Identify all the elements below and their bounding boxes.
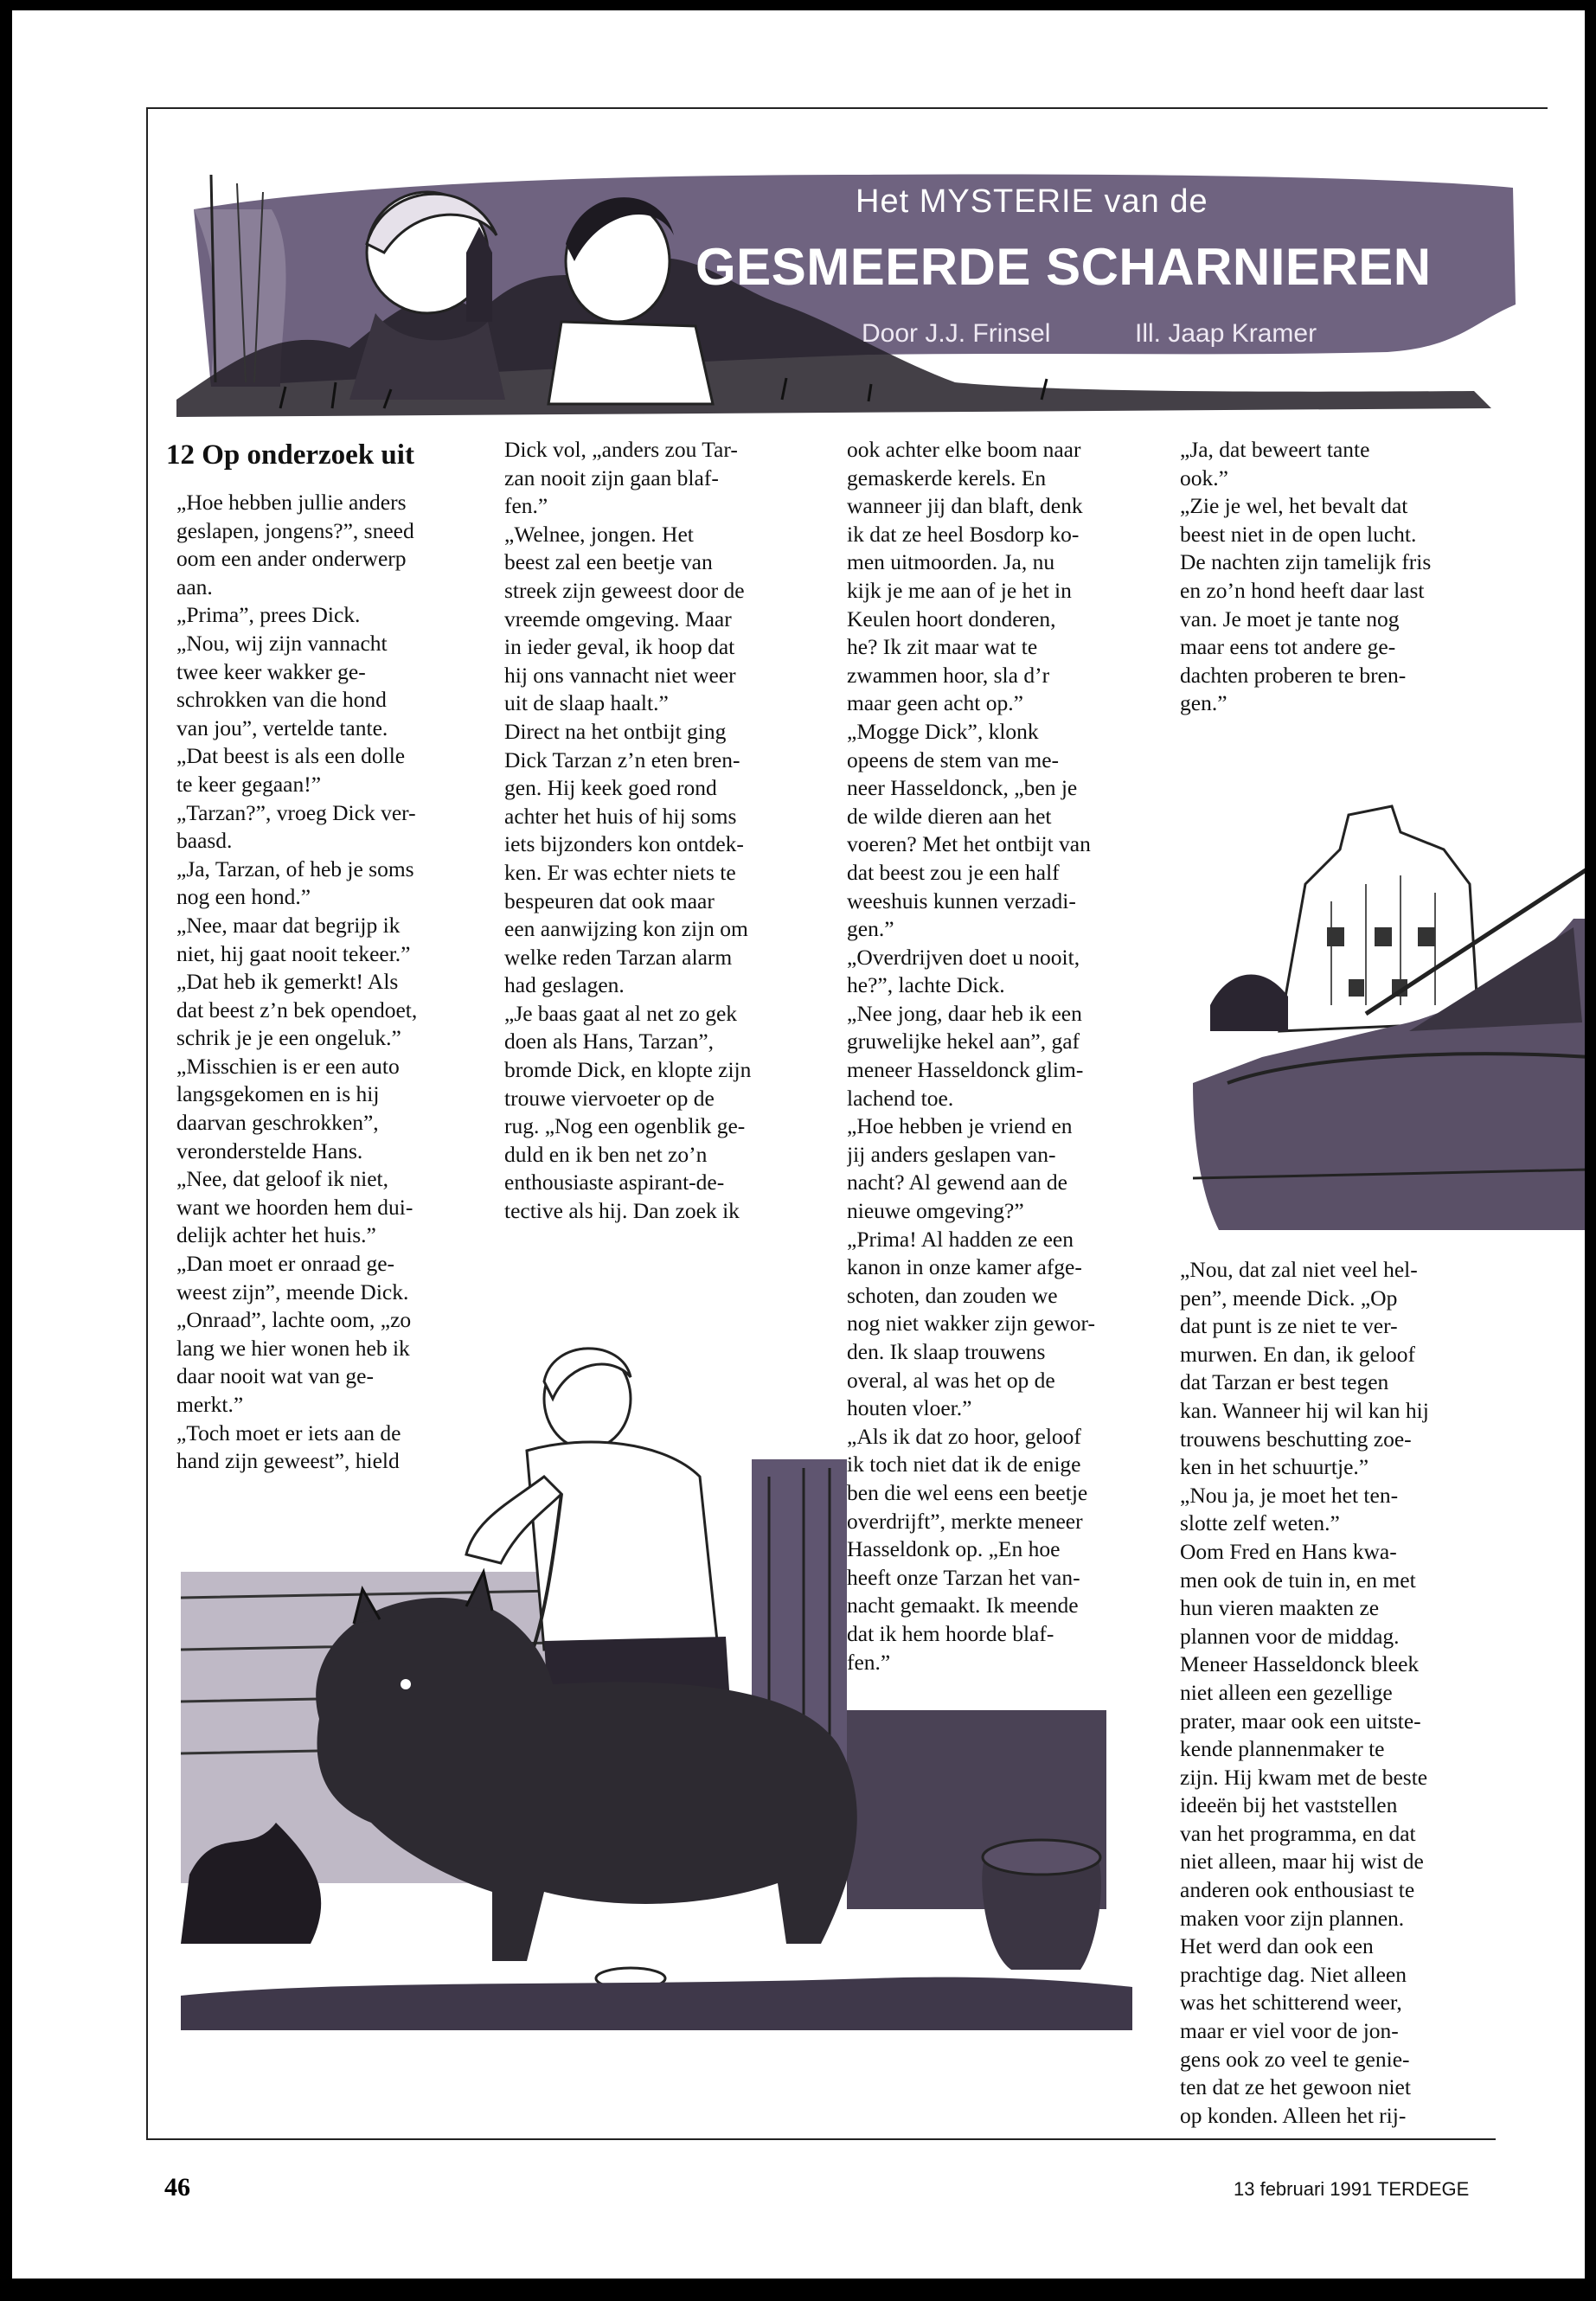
- column-line: „Ja, Tarzan, of heb je soms: [176, 856, 414, 881]
- column-line: „Nee, maar dat begrijp ik: [176, 912, 401, 938]
- page-number: 46: [164, 2173, 190, 2202]
- column-line: „Nee, dat geloof ik niet,: [176, 1166, 388, 1192]
- column-line: trouwens beschutting zoe-: [1180, 1426, 1412, 1452]
- column-line: slotte zelf weten.”: [1180, 1510, 1340, 1536]
- column-line: kende plannenmaker te: [1180, 1736, 1385, 1762]
- column-line: hun vieren maakten ze: [1180, 1595, 1380, 1621]
- column-line: aan.: [176, 574, 213, 599]
- text-column-4-bottom: [1180, 1256, 1496, 2130]
- column-line: oom een ander onderwerp: [176, 546, 407, 572]
- column-line: plannen voor de middag.: [1180, 1623, 1400, 1649]
- column-line: „Nou, dat zal niet veel hel-: [1180, 1257, 1418, 1282]
- column-line: daar nooit wat van ge-: [176, 1363, 374, 1389]
- column-line: nog een hond.”: [176, 884, 311, 910]
- column-line: gruwelijke hekel aan”, gaf: [847, 1029, 1080, 1054]
- column-line: daarvan geschrokken”,: [176, 1110, 379, 1136]
- column-line: dat beest z’n bek opendoet,: [176, 997, 418, 1022]
- column-line: „Prima”, prees Dick.: [176, 602, 361, 628]
- column-line: van. Je moet je tante nog: [1180, 606, 1400, 631]
- title-line-2: GESMEERDE SCHARNIEREN: [695, 238, 1432, 296]
- column-line: ik dat ze heel Bosdorp ko-: [847, 521, 1080, 547]
- column-line: Dick vol, „anders zou Tar-: [504, 437, 738, 462]
- column-line: op konden. Alleen het rij-: [1180, 2102, 1407, 2128]
- column-line: maken voor zijn plannen.: [1180, 1905, 1405, 1931]
- column-line: maar geen acht op.”: [847, 690, 1023, 716]
- column-line: murwen. En dan, ik geloof: [1180, 1341, 1415, 1367]
- column-line: lang we hier wonen heb ik: [176, 1335, 410, 1361]
- column-line: ook.”: [1180, 465, 1228, 490]
- column-line: weest zijn”, meende Dick.: [176, 1279, 409, 1304]
- column-line: streek zijn geweest door de: [504, 577, 745, 603]
- column-line: fen.”: [504, 493, 548, 519]
- column-line: Meneer Hasseldonck bleek: [1180, 1651, 1420, 1677]
- column-line: doen als Hans, Tarzan”,: [504, 1029, 715, 1054]
- column-line: zan nooit zijn gaan blaf-: [504, 465, 719, 490]
- column-line: gen.”: [1180, 690, 1227, 716]
- column-line: „Als ik dat zo hoor, geloof: [847, 1423, 1081, 1449]
- column-line: „Nou ja, je moet het ten-: [1180, 1482, 1399, 1508]
- column-line: ben die wel eens een beetje: [847, 1479, 1088, 1505]
- column-line: rug. „Nog een ogenblik ge-: [504, 1113, 746, 1139]
- column-line: ideeën bij het vaststellen: [1180, 1792, 1398, 1818]
- column-line: niet alleen, maar hij wist de: [1180, 1849, 1424, 1875]
- magazine-page: [12, 10, 1585, 2279]
- column-line: dat punt is ze niet te ver-: [1180, 1313, 1398, 1339]
- column-line: zwammen hoor, sla d’r: [847, 662, 1050, 688]
- column-line: nog niet wakker zijn gewor-: [847, 1311, 1095, 1336]
- column-line: lachend toe.: [847, 1085, 954, 1111]
- column-line: gen.”: [847, 916, 894, 942]
- column-line: kanon in onze kamer afge-: [847, 1254, 1082, 1280]
- column-line: pen”, meende Dick. „Op: [1180, 1285, 1398, 1311]
- column-line: hij ons vannacht niet weer: [504, 662, 736, 688]
- column-line: nacht? Al gewend aan de: [847, 1170, 1067, 1195]
- column-line: gens ook zo veel te genie-: [1180, 2046, 1410, 2072]
- column-line: merkt.”: [176, 1392, 244, 1417]
- column-line: enthousiaste aspirant-de-: [504, 1170, 725, 1195]
- column-line: en zo’n hond heeft daar last: [1180, 577, 1425, 603]
- column-line: schrokken van die hond: [176, 687, 387, 713]
- column-line: baasd.: [176, 828, 233, 854]
- car-and-buildings-illustration: [1193, 798, 1585, 1247]
- column-line: prachtige dag. Niet alleen: [1180, 1961, 1407, 1987]
- column-line: te keer gegaan!”: [176, 771, 322, 797]
- column-line: „Prima! Al hadden ze een: [847, 1226, 1074, 1252]
- column-line: iets bijzonders kon ontdek-: [504, 831, 744, 857]
- frame-line-bottom: [146, 2138, 1496, 2140]
- column-line: fen.”: [847, 1649, 891, 1675]
- column-line: ik toch niet dat ik de enige: [847, 1452, 1081, 1477]
- column-line: „Ja, dat beweert tante: [1180, 437, 1370, 462]
- column-line: welke reden Tarzan alarm: [504, 944, 733, 970]
- column-line: gemaskerde kerels. En: [847, 465, 1047, 490]
- column-line: zijn. Hij kwam met de beste: [1180, 1764, 1428, 1790]
- column-line: van jou”, vertelde tante.: [176, 715, 388, 740]
- column-line: achter het huis of hij soms: [504, 803, 737, 829]
- column-line: trouwe viervoeter op de: [504, 1085, 715, 1111]
- column-line: „Hoe hebben je vriend en: [847, 1113, 1073, 1139]
- column-line: in ieder geval, ik hoop dat: [504, 634, 735, 660]
- column-line: dat ik hem hoorde blaf-: [847, 1620, 1054, 1646]
- column-line: anderen ook enthousiast te: [1180, 1877, 1415, 1903]
- column-line: Hasseldonk op. „En hoe: [847, 1536, 1061, 1562]
- column-line: tective als hij. Dan zoek ik: [504, 1198, 740, 1224]
- column-line: neer Hasseldonck, „ben je: [847, 775, 1078, 801]
- column-line: ten dat ze het gewoon niet: [1180, 2074, 1411, 2100]
- column-line: „Overdrijven doet u nooit,: [847, 944, 1080, 970]
- column-line: men ook de tuin in, en met: [1180, 1567, 1416, 1593]
- issue-date: 13 februari 1991 TERDEGE: [1234, 2178, 1470, 2200]
- column-line: beest niet in de open lucht.: [1180, 521, 1417, 547]
- column-line: niet alleen een gezellige: [1180, 1679, 1393, 1705]
- column-line: veronderstelde Hans.: [176, 1138, 363, 1163]
- column-line: nacht gemaakt. Ik meende: [847, 1593, 1079, 1618]
- column-line: dat Tarzan er best tegen: [1180, 1369, 1389, 1395]
- column-line: vreemde omgeving. Maar: [504, 606, 732, 631]
- column-line: overal, al was het op de: [847, 1367, 1055, 1393]
- column-line: „Nee jong, daar heb ik een: [847, 1000, 1082, 1026]
- column-line: heeft onze Tarzan het van-: [847, 1564, 1080, 1590]
- column-line: uit de slaap haalt.”: [504, 690, 669, 716]
- frame-line-top: [146, 107, 1548, 109]
- column-line: maar eens tot andere ge-: [1180, 634, 1396, 660]
- column-line: bespeuren dat ook maar: [504, 888, 715, 913]
- illustrator-credit: Ill. Jaap Kramer: [1135, 319, 1317, 348]
- column-line: „Dan moet er onraad ge-: [176, 1251, 395, 1277]
- column-line: overdrijft”, merkte meneer: [847, 1508, 1083, 1534]
- column-line: opeens de stem van me-: [847, 747, 1060, 772]
- column-line: Oom Fred en Hans kwa-: [1180, 1538, 1397, 1564]
- column-line: ken. Er was echter niets te: [504, 859, 736, 885]
- frame-line-left: [146, 107, 148, 2140]
- column-line: „Onraad”, lachte oom, „zo: [176, 1307, 412, 1333]
- text-column-1: [176, 489, 492, 1476]
- column-line: „Dat heb ik gemerkt! Als: [176, 969, 399, 995]
- column-line: „Misschien is er een auto: [176, 1053, 400, 1079]
- column-line: „Hoe hebben jullie anders: [176, 490, 407, 515]
- column-line: dachten proberen te bren-: [1180, 662, 1407, 688]
- column-line: bromde Dick, en klopte zijn: [504, 1057, 752, 1083]
- column-line: een aanwijzing kon zijn om: [504, 916, 748, 942]
- column-line: den. Ik slaap trouwens: [847, 1339, 1046, 1364]
- column-line: beest zal een beetje van: [504, 549, 713, 575]
- column-line: Dick Tarzan z’n eten bren-: [504, 747, 740, 772]
- column-line: niet, hij gaat nooit tekeer.”: [176, 940, 411, 966]
- column-line: „Dat beest is als een dolle: [176, 743, 406, 769]
- column-line: had geslagen.: [504, 972, 625, 998]
- column-line: gen. Hij keek goed rond: [504, 775, 717, 801]
- column-line: nieuwe omgeving?”: [847, 1198, 1024, 1224]
- column-line: geslapen, jongens?”, sneed: [176, 517, 414, 543]
- column-line: „Nou, wij zijn vannacht: [176, 630, 388, 656]
- column-line: maar er viel voor de jon-: [1180, 2018, 1399, 2044]
- chapter-heading: 12 Op onderzoek uit: [166, 439, 414, 471]
- column-line: want we hoorden hem dui-: [176, 1194, 413, 1220]
- column-line: Direct na het ontbijt ging: [504, 718, 727, 744]
- column-line: Het werd dan ook een: [1180, 1933, 1374, 1959]
- column-line: langsgekomen en is hij: [176, 1081, 380, 1107]
- column-line: dat beest zou je een half: [847, 859, 1060, 885]
- column-line: „Tarzan?”, vroeg Dick ver-: [176, 799, 416, 825]
- column-line: duld en ik ben net zo’n: [504, 1141, 708, 1167]
- column-line: Keulen hoort donderen,: [847, 606, 1056, 631]
- column-line: he?”, lachte Dick.: [847, 972, 1005, 998]
- column-line: „Je baas gaat al net zo gek: [504, 1000, 738, 1026]
- column-line: de wilde dieren aan het: [847, 803, 1052, 829]
- column-line: van het programma, en dat: [1180, 1820, 1416, 1846]
- column-line: men uitmoorden. Ja, nu: [847, 549, 1055, 575]
- column-line: houten vloer.”: [847, 1395, 972, 1421]
- column-line: schrik je je een ongeluk.”: [176, 1025, 401, 1051]
- column-line: voeren? Met het ontbijt van: [847, 831, 1091, 857]
- column-line: De nachten zijn tamelijk fris: [1180, 549, 1432, 575]
- column-line: weeshuis kunnen verzadi-: [847, 888, 1076, 913]
- author-credit: Door J.J. Frinsel: [862, 319, 1051, 348]
- column-line: jij anders geslapen van-: [847, 1141, 1056, 1167]
- column-line: „Mogge Dick”, klonk: [847, 718, 1039, 744]
- column-line: „Welnee, jongen. Het: [504, 521, 694, 547]
- column-line: was het schitterend weer,: [1180, 1990, 1402, 2016]
- column-line: twee keer wakker ge-: [176, 658, 366, 684]
- title-line-1: Het MYSTERIE van de: [856, 183, 1208, 220]
- column-line: schoten, dan zouden we: [847, 1282, 1058, 1308]
- column-line: hand zijn geweest”, hield: [176, 1448, 400, 1474]
- column-line: ken in het schuurtje.”: [1180, 1454, 1369, 1480]
- column-line: kijk je me aan of je het in: [847, 577, 1072, 603]
- column-line: delijk achter het huis.”: [176, 1222, 376, 1248]
- column-line: „Zie je wel, het bevalt dat: [1180, 493, 1408, 519]
- column-line: he? Ik zit maar wat te: [847, 634, 1038, 660]
- column-line: kan. Wanneer hij wil kan hij: [1180, 1397, 1429, 1423]
- column-line: ook achter elke boom naar: [847, 437, 1081, 462]
- column-line: „Toch moet er iets aan de: [176, 1420, 401, 1445]
- column-line: meneer Hasseldonck glim-: [847, 1057, 1084, 1083]
- boy-feeding-dog-illustration: [181, 1338, 1150, 2117]
- column-line: wanneer jij dan blaft, denk: [847, 493, 1083, 519]
- text-column-4-top: [1180, 436, 1496, 718]
- column-line: prater, maar ook een uitste-: [1180, 1708, 1421, 1734]
- text-column-2: [504, 436, 820, 1226]
